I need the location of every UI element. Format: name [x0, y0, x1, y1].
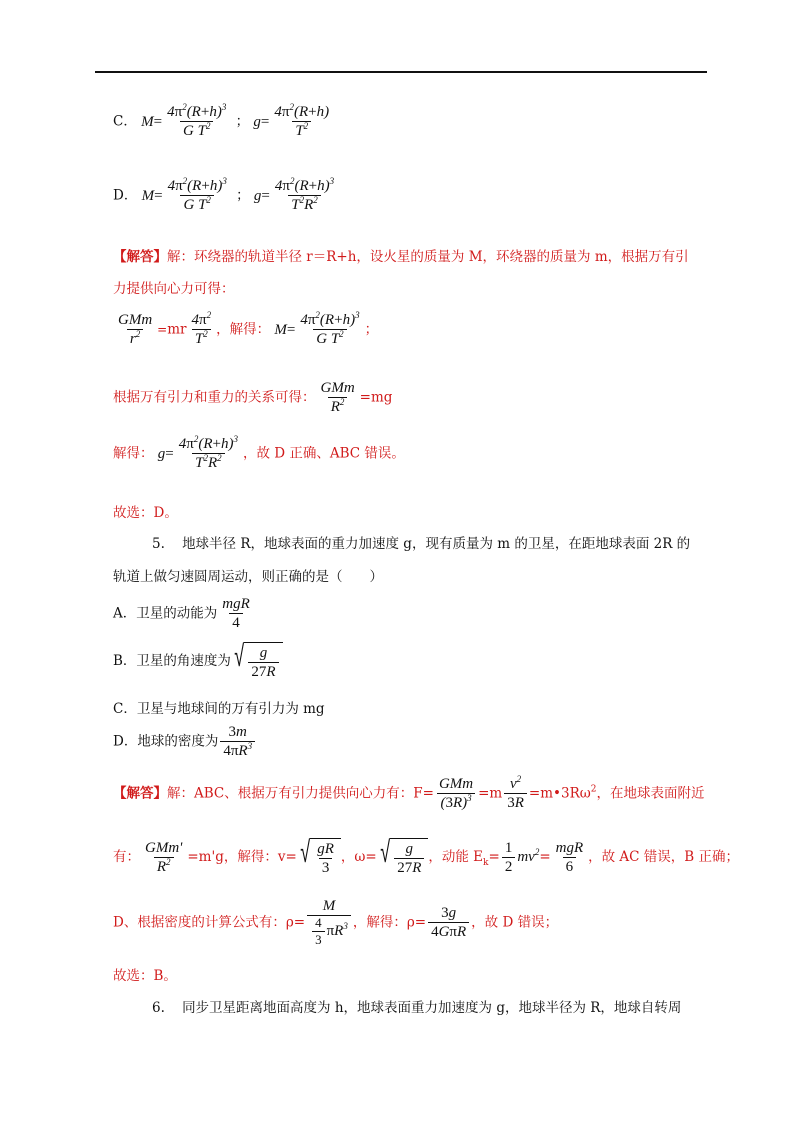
answer-tag: 【解答】: [113, 249, 167, 265]
q4-eq1: $\frac{\text{GMm}}{r^2}$ =mr $\frac{4\pi^2}{T^2}$ ，解得： M= $\frac{4\pi^2(R+h)^3}{G T^2}$ ；: [118, 310, 379, 348]
q5-option-b: B．卫星的角速度为 √ $\frac{g}{27R}$: [113, 642, 283, 681]
question-number: 5.: [152, 536, 165, 552]
option-d-formula: M= $\frac{4\pi^2(R+h)^3}{G T^2}$: [141, 176, 227, 214]
q5-choice: 故选：B。: [113, 968, 177, 984]
q6-stem-line1: 6. 同步卫星距离地面高度为 h，地球表面重力加速度为 g，地球半径为 R，地球自转周: [152, 1000, 682, 1016]
q5-answer-line3: D、根据密度的计算公式有：ρ= M $\frac{4}{3}$ $\pi R^3$ ，解得：ρ= $\frac{3g}{\text{4GπR}}$ ，故 D 错误；: [113, 898, 559, 948]
q5-answer-line2: 有： $\frac{\text{GMm'}}{R^2}$ =m'g，解得：v= √ $\frac{gR}{3}$ ，ω= √ $\frac{g}{27R}$ ，动能 $E_k=$ $\frac{1}{2}$ $mv^2=$ $\frac{\text{mgR}}{6}$ ，故 AC 错误，B 正确；: [113, 835, 740, 877]
option-d-letter: D．: [113, 187, 138, 204]
header-rule: [95, 71, 707, 73]
q5-option-a: A．卫星的动能为 $\frac{\text{mgR}}{4}$: [113, 596, 250, 632]
option-d: D． M= $\frac{4\pi^2(R+h)^3}{G T^2}$ ； g= $\frac{4\pi^2(R+h)^3}{T^2R^2}$: [113, 176, 335, 214]
q5-stem-line2: 轨道上做匀速圆周运动，则正确的是（ ）: [113, 569, 383, 585]
option-c: C． M= $\frac{4\pi^2(R+h)^3}{G T^2}$ ； g= $\frac{4\pi^2(R+h)}{T^2}$: [113, 102, 330, 140]
answer-tag: 【解答】: [113, 785, 167, 802]
q4-eq3: 解得： g= $\frac{4\pi^2(R+h)^3}{T^2R^2}$ ，故 D 正确、ABC 错误。: [113, 434, 405, 472]
q5-answer-line1: 【解答】解：ABC、根据万有引力提供向心力有：F= $\frac{\text{GMm}}{(3R)^3}$ =m $\frac{v^2}{3R}$ $=m•3R\omega^2$，在地球表面附近: [113, 774, 705, 812]
question-number: 6.: [152, 1000, 165, 1016]
q5-stem-line1: 5. 地球半径 R，地球表面的重力加速度 g，现有质量为 m 的卫星，在距地球表面 2R 的: [152, 536, 691, 552]
q4-answer-line2: 力提供向心力可得：: [113, 281, 235, 297]
option-c-letter: C．: [113, 113, 137, 130]
q4-choice: 故选：D。: [113, 505, 178, 521]
q4-answer-line1: 【解答】解：环绕器的轨道半径 r＝R+h，设火星的质量为 M，环绕器的质量为 m，根据万有引: [113, 249, 689, 265]
option-c-formula: M= $\frac{4\pi^2(R+h)^3}{G T^2}$: [141, 102, 227, 140]
q5-option-c: C．卫星与地球间的万有引力为 mg: [113, 701, 325, 717]
q4-eq2: 根据万有引力和重力的关系可得： $\frac{\text{GMm}}{R^2}$ =mg: [113, 380, 393, 416]
q5-option-d: D．地球的密度为 $\frac{3m}{4\pi R^3}$: [113, 724, 257, 760]
